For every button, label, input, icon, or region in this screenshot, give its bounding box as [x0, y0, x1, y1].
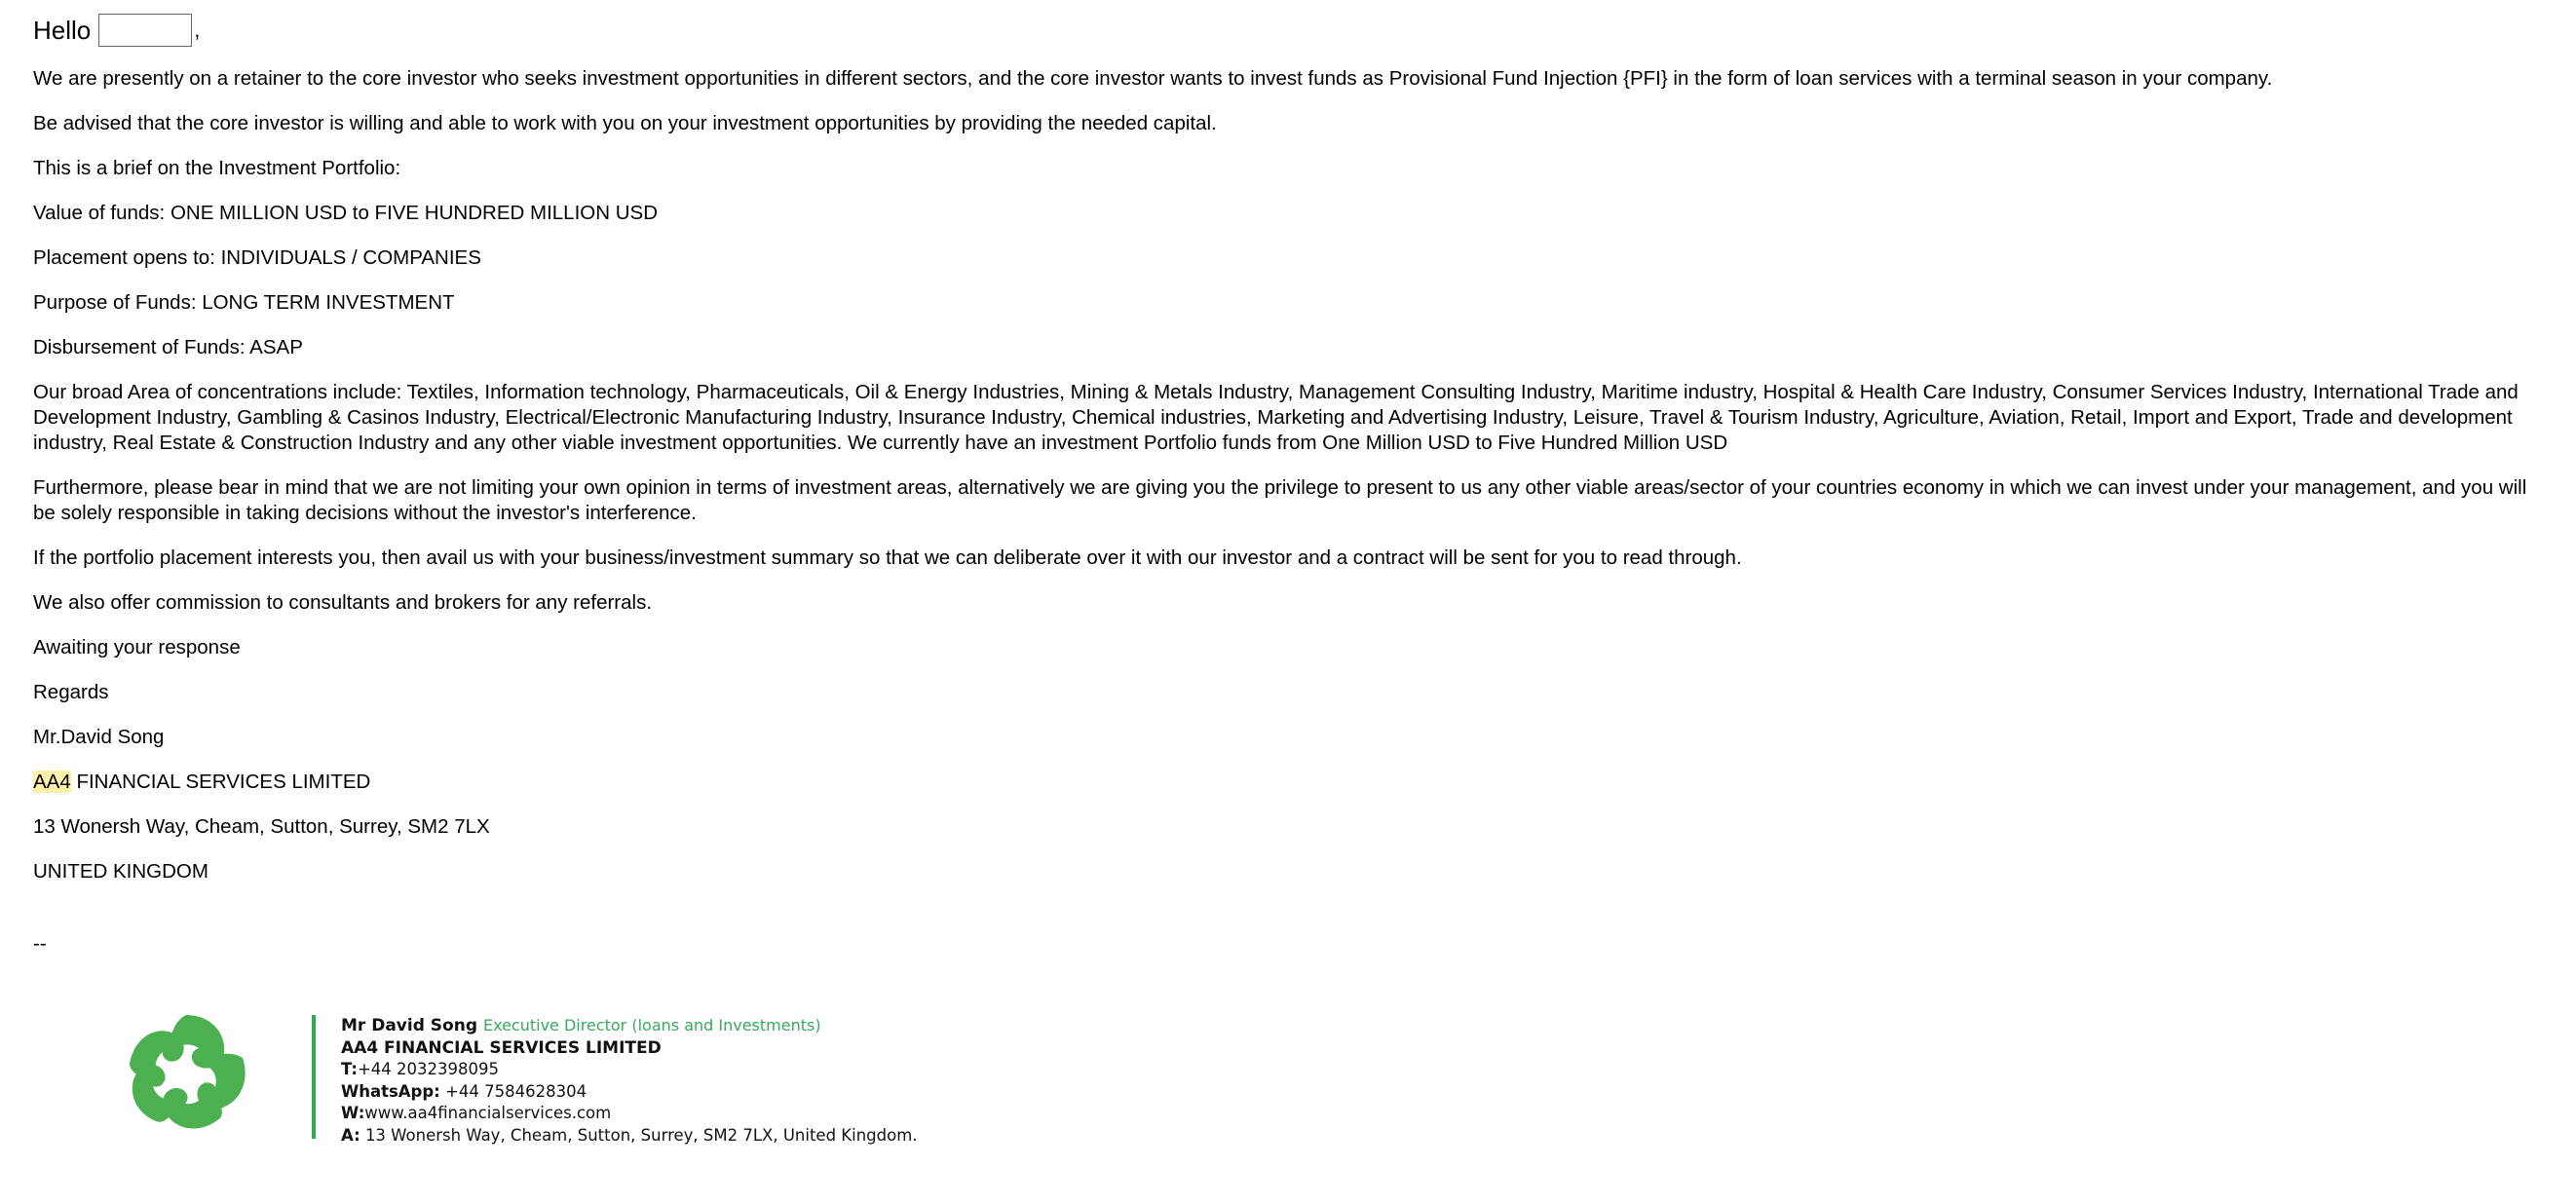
paragraph-opinion: Furthermore, please bear in mind that we are not limiting your own opinion in terms of investment areas, alternatively we are giving you the privilege to present to us any other viable areas/sector of your countries economy in which we can invest under your management, and you will be solely responsible in taking decisions without the investor's interference.: [33, 476, 2527, 524]
recipient-name-input[interactable]: [98, 14, 192, 47]
paragraph-purpose: Purpose of Funds: LONG TERM INVESTMENT: [33, 291, 455, 314]
signature-block: [33, 1007, 2547, 1147]
signature-role: Executive Director (loans and Investments): [483, 1016, 821, 1035]
country-line: UNITED KINGDOM: [33, 860, 208, 883]
paragraph-value-of-funds: Value of funds: ONE MILLION USD to FIVE HUNDRED MILLION USD: [33, 202, 658, 224]
greeting-comma: ,: [194, 18, 201, 42]
signature-name-row: [341, 1015, 918, 1037]
address-label: A:: [341, 1125, 360, 1145]
paragraph-areas-of-concentration: Our broad Area of concentrations include: Textiles, Information technology, Pharmaceuticals, Oil & Energy Industries, Mining & Metals Industry, Management Consulting Industry, Maritime industry, Hospital & Health Care Industry, Consumer Services Industry, International Trade and Development Industry, Gambling & Casinos Industry, Electrical/Electronic Manufacturing Industry, Insurance Industry, Chemical industries, Marketing and Advertising Industry, Leisure, Travel & Tourism Industry, Agriculture, Aviation, Retail, Import and Export, Trade and development industry, Real Estate & Construction Industry and any other viable investment opportunities. We currently have an investment Portfolio funds from One Million USD to Five Hundred Million USD: [33, 381, 2519, 454]
phone-value: +44 2032398095: [357, 1060, 499, 1078]
web-value[interactable]: www.aa4financialservices.com: [364, 1104, 612, 1122]
signature-name: Mr David Song: [341, 1016, 477, 1035]
paragraph-regards: Regards: [33, 681, 109, 703]
paragraph-awaiting-response: Awaiting your response: [33, 636, 241, 658]
web-label: W:: [341, 1104, 365, 1122]
signature-whatsapp-row: [341, 1081, 918, 1104]
paragraph-placement: Placement opens to: INDIVIDUALS / COMPANIES: [33, 246, 481, 269]
address-value: 13 Wonersh Way, Cheam, Sutton, Surrey, SM2 7LX, United Kingdom.: [364, 1125, 918, 1145]
signature-web-row: [341, 1103, 918, 1125]
phone-label: T:: [341, 1060, 358, 1078]
greeting-line: [33, 14, 2547, 47]
signature-phone-row: [341, 1059, 918, 1081]
paragraph-advisory: Be advised that the core investor is willing and able to work with you on your investment opportunities by providing the needed capital.: [33, 112, 1217, 134]
signature-divider: [312, 1015, 316, 1139]
paragraph-brief-heading: This is a brief on the Investment Portfolio:: [33, 157, 401, 179]
paragraph-commission: We also offer commission to consultants and brokers for any referrals.: [33, 591, 653, 614]
company-logo-icon: [117, 1007, 255, 1134]
greeting-text: Hello: [33, 16, 92, 45]
company-highlight: AA4: [33, 771, 71, 793]
address-line: 13 Wonersh Way, Cheam, Sutton, Surrey, SM2 7LX: [33, 815, 490, 838]
signature-address-row: [341, 1125, 918, 1148]
signature-company: AA4 FINANCIAL SERVICES LIMITED: [341, 1037, 662, 1058]
paragraph-disbursement: Disbursement of Funds: ASAP: [33, 336, 303, 358]
signature-company-row: [341, 1037, 918, 1060]
signature-details: [341, 1007, 918, 1147]
paragraph-interest: If the portfolio placement interests you, then avail us with your business/investment summary so that we can deliberate over it with our investor and a contract will be sent for you to read through.: [33, 546, 1742, 569]
paragraph-retainer: We are presently on a retainer to the core investor who seeks investment opportunities in different sectors, and the core investor wants to invest funds as Provisional Fund Injection {PFI} in the form of loan services with a terminal season in your company.: [33, 67, 2273, 90]
paragraph-sender-name: Mr.David Song: [33, 726, 165, 748]
company-rest: FINANCIAL SERVICES LIMITED: [70, 771, 371, 793]
whatsapp-value: +44 7584628304: [445, 1081, 587, 1101]
whatsapp-label: WhatsApp:: [341, 1081, 440, 1101]
signature-separator: --: [33, 932, 47, 955]
company-line: [33, 770, 2547, 795]
